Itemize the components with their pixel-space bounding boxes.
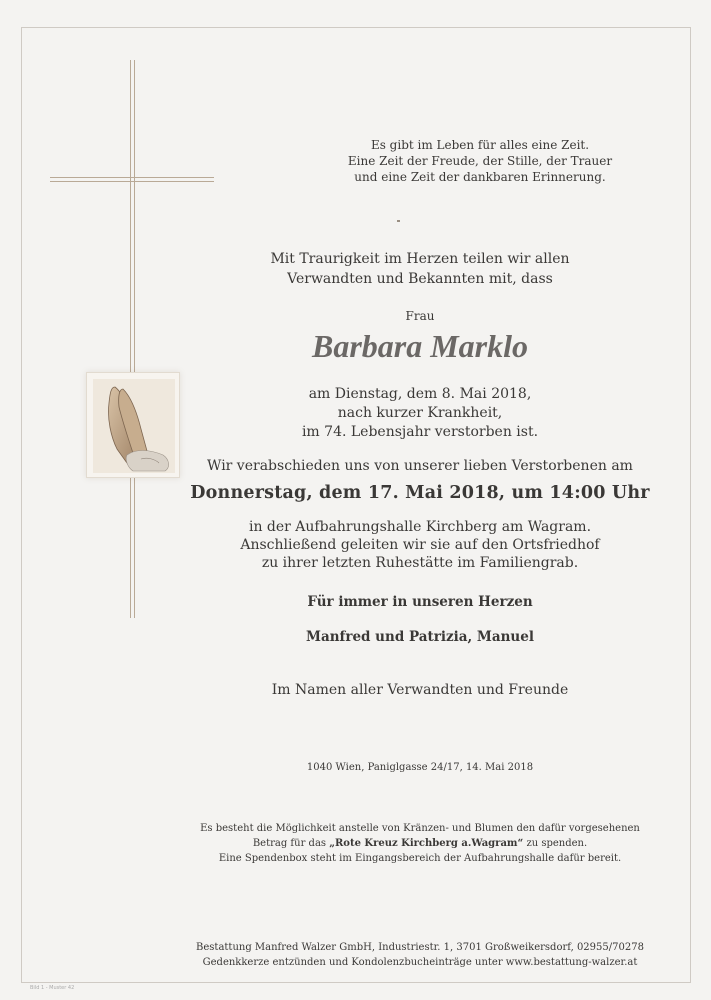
donation-line <box>160 837 680 851</box>
donation-recipient: „Rote Kreuz Kirchberg a.Wagram“ <box>329 838 524 849</box>
funeral-line: zu ihrer letzten Ruhestätte im Familiengrab. <box>261 555 579 571</box>
death-line: am Dienstag, dem 8. Mai 2018, <box>308 386 532 402</box>
address-date: 1040 Wien, Paniglgasse 24/17, 14. Mai 2018 <box>306 762 534 773</box>
forever-line: Für immer in unseren Herzen <box>307 594 533 610</box>
death-line: im 74. Lebensjahr verstorben ist. <box>301 424 539 440</box>
footer-line: Bestattung Manfred Walzer GmbH, Industriestr. 1, 3701 Großweikersdorf, 02955/70278 <box>196 942 644 953</box>
donation-line: Eine Spendenbox steht im Eingangsbereich der Aufbahrungshalle dafür bereit. <box>218 853 622 864</box>
funeral-line: in der Aufbahrungshalle Kirchberg am Wagram. <box>248 519 592 535</box>
donation-suffix: zu spenden. <box>523 838 588 849</box>
intro-line: Mit Traurigkeit im Herzen teilen wir allen <box>270 251 570 267</box>
footer-line: Gedenkkerze entzünden und Kondolenzbucheinträge unter www.bestattung-walzer.at <box>202 957 638 968</box>
intro-line: Verwandten und Bekannten mit, dass <box>287 271 553 287</box>
quote-line: Es gibt im Leben für alles eine Zeit. <box>370 138 590 152</box>
salutation: Frau <box>405 309 435 323</box>
cross-horizontal-line <box>50 177 214 178</box>
cross-horizontal-line <box>50 181 214 182</box>
form-code: Bild 1 - Muster 42 <box>30 985 75 991</box>
death-line: nach kurzer Krankheit, <box>337 405 503 421</box>
mourners: Manfred und Patrizia, Manuel <box>306 629 534 645</box>
quote-line: Eine Zeit der Freude, der Stille, der Trauer <box>347 154 613 168</box>
donation-prefix: Betrag für das <box>252 838 330 849</box>
separator-dot <box>397 220 400 222</box>
funeral-date: Donnerstag, dem 17. Mai 2018, um 14:00 Uhr <box>190 483 650 503</box>
cross-vertical-line <box>134 60 135 618</box>
quote-line: und eine Zeit der dankbaren Erinnerung. <box>354 170 606 184</box>
funeral-line: Anschließend geleiten wir sie auf den Ortsfriedhof <box>240 537 600 553</box>
donation-line: Es besteht die Möglichkeit anstelle von Kränzen- und Blumen den dafür vorgesehenen <box>200 823 640 834</box>
deceased-name: Barbara Marklo <box>311 328 529 364</box>
cross-vertical-line <box>130 60 131 618</box>
farewell-intro: Wir verabschieden uns von unserer lieben Verstorbenen am <box>207 458 633 474</box>
on-behalf-line: Im Namen aller Verwandten und Freunde <box>271 682 569 698</box>
